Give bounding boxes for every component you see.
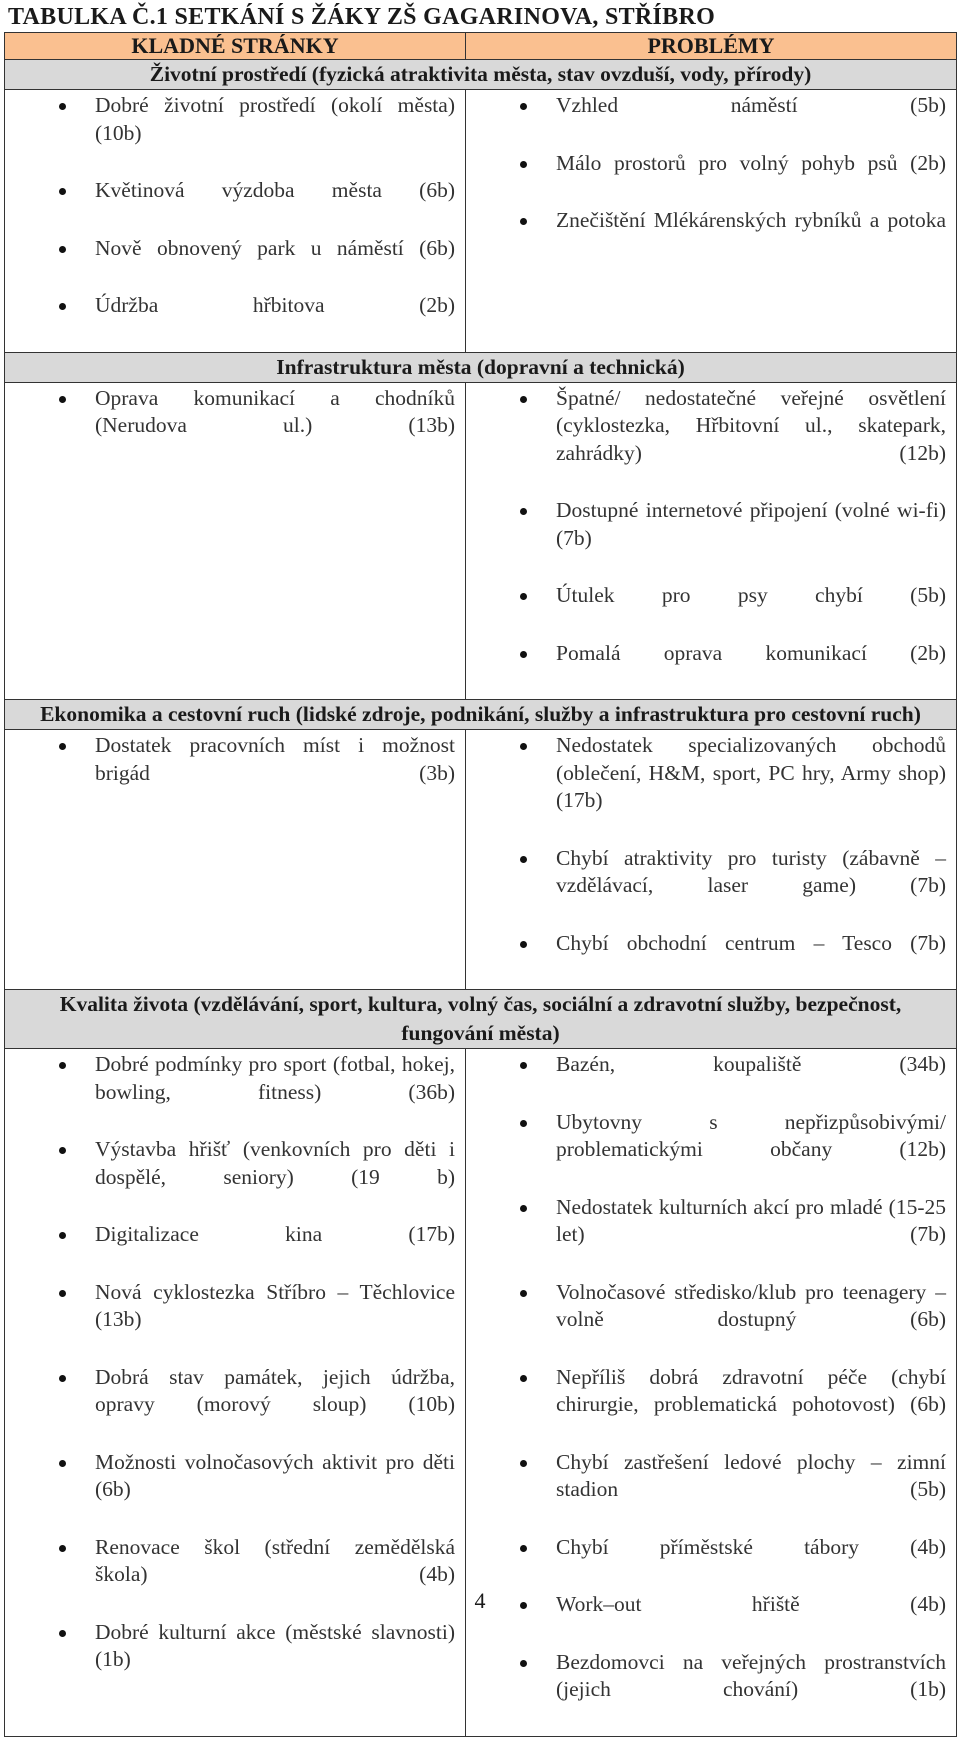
list-item-text: Volnočasové středisko/klub pro teenagery – volně dostupný (6b) [556, 1279, 946, 1331]
header-strengths: KLADNÉ STRÁNKY [5, 33, 466, 60]
list-item-text: Digitalizace kina (17b) [95, 1222, 455, 1246]
strengths-cell [5, 382, 466, 700]
list-item-text: Chybí atraktivity pro turisty (zábavně – vzdělávací, laser game) (7b) [556, 845, 946, 897]
header-row [5, 33, 957, 60]
list-item [466, 930, 948, 985]
list-item-text: Work–out hřiště (4b) [556, 1592, 946, 1616]
list-item-text: Málo prostorů pro volný pohyb psů (2b) [556, 150, 946, 175]
list-item-text: Pomalá oprava komunikací (2b) [556, 640, 946, 665]
list-item [5, 732, 457, 815]
list-item-text: Dobrá stav památek, jejich údržba, opravy (morový sloup) (10b) [95, 1364, 455, 1416]
strengths-cell [5, 90, 466, 353]
strengths-cell [5, 1049, 466, 1737]
list-item [466, 92, 948, 147]
problems-cell [466, 90, 957, 353]
section-body-row [5, 90, 957, 353]
list-item-text: Dostupné internetové připojení (volné wi-fi) (7b) [556, 498, 946, 550]
section-heading: Kvalita života (vzdělávání, sport, kultura, volný čas, sociální a zdravotní služby, bezpečnost, fungování města) [5, 990, 957, 1049]
list-item-text: Nedostatek kulturních akcí pro mladé (15-25 let) (7b) [556, 1194, 946, 1246]
section-body-row [5, 730, 957, 990]
list-item-text: Špatné/ nedostatečné veřejné osvětlení (cyklostezka, Hřbitovní ul., skatepark, zahrádky) (12b) [556, 385, 946, 465]
list-item [5, 1279, 457, 1362]
list-item-text: Znečištění Mlékárenských rybníků a potoka [556, 208, 946, 232]
list-item-text: Květinová výzdoba města (6b) [95, 178, 455, 202]
list-item [466, 1534, 948, 1589]
strengths-list [5, 383, 465, 472]
strengths-cell [5, 730, 466, 990]
list-item-text: Ubytovny s nepřizpůsobivými/ problematickými občany (12b) [556, 1109, 946, 1161]
strengths-list [5, 730, 465, 819]
list-item [466, 150, 948, 205]
section-body-row [5, 1049, 957, 1737]
list-item [5, 385, 457, 468]
list-item [466, 845, 948, 928]
section-heading: Ekonomika a cestovní ruch (lidské zdroje, podnikání, služby a infrastruktura pro cestovní ruch) [5, 700, 957, 730]
list-item [466, 582, 948, 637]
problems-cell [466, 1049, 957, 1737]
list-item-text: Nově obnovený park u náměstí (6b) [95, 235, 455, 260]
problems-list [466, 90, 956, 267]
list-item [5, 92, 457, 175]
evaluation-table [4, 32, 957, 1737]
list-item-text: Výstavba hřišť (venkovních pro děti i dospělé, seniory) (19 b) [95, 1137, 455, 1189]
list-item [5, 1619, 457, 1702]
list-item [466, 385, 948, 495]
list-item-text: Dobré kulturní akce (městské slavnosti) (1b) [95, 1619, 455, 1671]
table-title: TABULKA Č.1 SETKÁNÍ S ŽÁKY ZŠ GAGARINOVA, STŘÍBRO [8, 4, 716, 30]
list-item-text: Nová cyklostezka Stříbro – Těchlovice (13b) [95, 1279, 455, 1331]
page-number: 4 [474, 1588, 486, 1613]
list-item [466, 640, 948, 695]
list-item [466, 497, 948, 580]
problems-list [466, 730, 956, 989]
problems-cell [466, 382, 957, 700]
header-problems: PROBLÉMY [466, 33, 957, 60]
section-heading-row [5, 990, 957, 1049]
list-item-text: Vzhled náměstí (5b) [556, 93, 946, 117]
list-item-text: Nepříliš dobrá zdravotní péče (chybí chirurgie, problematická pohotovost) (6b) [556, 1364, 946, 1416]
list-item [5, 1136, 457, 1219]
section-heading-row [5, 60, 957, 90]
list-item-text: Bezdomovci na veřejných prostranstvích (jejich chování) (1b) [556, 1649, 946, 1701]
list-item [5, 1449, 457, 1532]
list-item-text: Údržba hřbitova (2b) [95, 293, 455, 317]
problems-list [466, 1049, 956, 1736]
list-item [466, 1194, 948, 1277]
list-item-text: Útulek pro psy chybí (5b) [556, 583, 946, 607]
problems-cell [466, 730, 957, 990]
list-item-text: Oprava komunikací a chodníků (Nerudova ul.) (13b) [95, 385, 455, 437]
section-heading-row [5, 352, 957, 382]
list-item-text: Možnosti volnočasových aktivit pro děti (6b) [95, 1449, 455, 1501]
list-item [5, 235, 457, 290]
list-item-text: Chybí zastřešení ledové plochy – zimní stadion (5b) [556, 1449, 946, 1501]
list-item [5, 177, 457, 232]
list-item-text: Chybí obchodní centrum – Tesco (7b) [556, 930, 946, 955]
list-item [466, 1449, 948, 1532]
section-heading: Infrastruktura města (dopravní a technická) [5, 352, 957, 382]
list-item-text: Dostatek pracovních míst i možnost brigád (3b) [95, 733, 455, 785]
list-item-text: Dobré životní prostředí (okolí města) (10b) [95, 93, 455, 145]
list-item [466, 1364, 948, 1447]
section-heading: Životní prostředí (fyzická atraktivita města, stav ovzduší, vody, přírody) [5, 60, 957, 90]
list-item-text: Dobré podmínky pro sport (fotbal, hokej, bowling, fitness) (36b) [95, 1052, 455, 1104]
list-item [5, 1364, 457, 1447]
list-item-text: Bazén, koupaliště (34b) [556, 1052, 946, 1076]
list-item [466, 1649, 948, 1732]
section-heading-row [5, 700, 957, 730]
list-item [466, 1109, 948, 1192]
list-item [5, 292, 457, 347]
list-item [5, 1221, 457, 1276]
list-item [466, 207, 948, 262]
section-body-row [5, 382, 957, 700]
problems-list [466, 383, 956, 700]
list-item-text: Nedostatek specializovaných obchodů (oblečení, H&M, sport, PC hry, Army shop) (17b) [556, 733, 946, 812]
list-item [466, 1051, 948, 1106]
list-item-text: Chybí příměstské tábory (4b) [556, 1534, 946, 1559]
list-item [466, 732, 948, 842]
list-item [466, 1279, 948, 1362]
list-item-text: Renovace škol (střední zemědělská škola) (4b) [95, 1534, 455, 1586]
strengths-list [5, 90, 465, 352]
list-item [5, 1051, 457, 1134]
